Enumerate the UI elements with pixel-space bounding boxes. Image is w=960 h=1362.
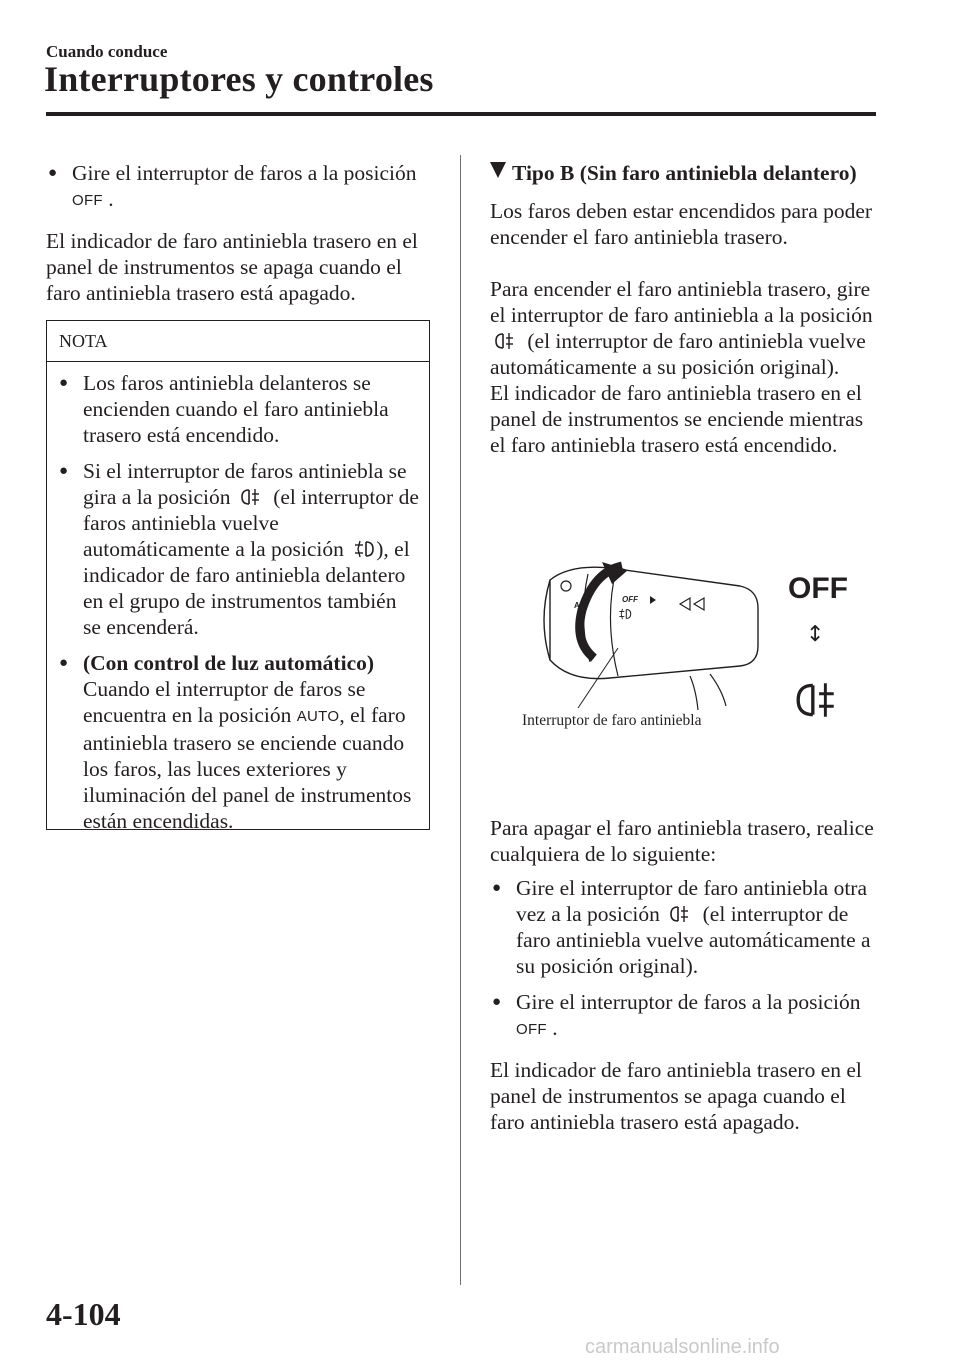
watermark: carmanualsonline.info (585, 1336, 780, 1358)
rear-fog-icon (240, 488, 262, 506)
right-column (490, 160, 880, 472)
note-body (47, 362, 429, 834)
note-item-text: ), el indicador de faro antiniebla delantero en el grupo de instrumentos también se encenderá. (83, 537, 410, 639)
paragraph-5: El indicador de faro antiniebla trasero en el panel de instrumentos se apaga cuando el faro antiniebla trasero está apagado. (490, 1058, 862, 1134)
bullet-dot: ● (48, 165, 58, 181)
paragraph-4: Para apagar el faro antiniebla trasero, realice cualquiera de lo siguiente: (490, 816, 874, 866)
period: . (552, 1016, 558, 1040)
bullet-turn-off (46, 160, 436, 214)
page-number: 4-104 (46, 1296, 121, 1332)
bullet-text: Gire el interruptor de faro antiniebla otra vez a la posición (516, 876, 868, 926)
rear-fog-icon (669, 905, 691, 923)
off-label: OFF (788, 572, 848, 605)
bullet-text: (el interruptor de faro antiniebla vuelve automáticamente a su posición original). (516, 902, 871, 978)
page-title: Interruptores y controles (44, 59, 434, 99)
triangle-icon (490, 162, 506, 178)
note-item-text: Si el interruptor de faros antiniebla se gira a la posición (83, 459, 407, 509)
left-column (46, 160, 436, 320)
rear-fog-icon (494, 332, 516, 350)
type-b-heading (490, 160, 880, 186)
paragraph-1: Los faros deben estar encendidos para poder encender el faro antiniebla trasero. (490, 199, 873, 249)
figure-caption: Interruptor de faro antiniebla (522, 712, 702, 729)
paragraph-text: (el interruptor de faro antiniebla vuelve automáticamente a su posición original). (490, 329, 866, 379)
note-box (46, 320, 430, 833)
note-item-text: Los faros antiniebla delanteros se encienden cuando el faro antiniebla trasero está encendido. (83, 371, 389, 447)
column-divider (460, 155, 461, 1285)
bullet-text: Gire el interruptor de faros a la posición (72, 161, 417, 185)
bullet-dot: ● (492, 994, 502, 1010)
period: . (108, 187, 114, 211)
svg-text:A: A (574, 601, 580, 610)
fog-switch-figure (490, 550, 870, 770)
note-item-text: (el interruptor de faros antiniebla vuelve automáticamente a la posición (83, 485, 419, 561)
rear-fog-large-icon (794, 680, 840, 720)
note-item-3 (57, 650, 419, 834)
front-fog-icon (353, 540, 375, 558)
up-down-arrow-icon: ↕ (806, 622, 825, 647)
note-item-bold: (Con control de luz automático) (83, 651, 375, 675)
section-label: Cuando conduce (46, 42, 168, 61)
bullet-dot: ● (59, 655, 69, 671)
note-item-text: Cuando el interruptor de faros se encuentra en la posición (83, 677, 366, 727)
paragraph-text: Para encender el faro antiniebla trasero, gire el interruptor de faro antiniebla a la posición (490, 277, 873, 327)
note-item-text: , el faro antiniebla trasero se enciende cuando los faros, las luces exteriores y iluminación del panel de instrumentos están encendidas. (83, 703, 412, 833)
heading-text: Tipo B (Sin faro antiniebla delantero) (512, 161, 857, 185)
paragraph-3: El indicador de faro antiniebla trasero en el panel de instrumentos se enciende mientras el faro antiniebla trasero está encendido. (490, 381, 864, 457)
right-column-lower (490, 815, 880, 1149)
header-rule (46, 112, 876, 116)
turn-off-bullet-1 (490, 875, 880, 979)
bullet-dot: ● (59, 375, 69, 391)
bullet-text: Gire el interruptor de faros a la posición (516, 990, 861, 1014)
bullet-dot: ● (492, 880, 502, 896)
indicator-paragraph: El indicador de faro antiniebla trasero en el panel de instrumentos se apaga cuando el faro antiniebla trasero está apagado. (46, 229, 418, 305)
auto-symbol: AUTO (296, 708, 340, 725)
note-item-1 (57, 370, 419, 448)
turn-off-bullet-2 (490, 989, 880, 1043)
off-symbol: OFF (72, 192, 103, 209)
bullet-dot: ● (59, 463, 69, 479)
note-item-2 (57, 458, 419, 640)
off-symbol: OFF (516, 1021, 547, 1038)
paragraph-2 (490, 276, 880, 380)
switch-off-mark: OFF (622, 595, 638, 604)
note-header: NOTA (47, 321, 429, 362)
